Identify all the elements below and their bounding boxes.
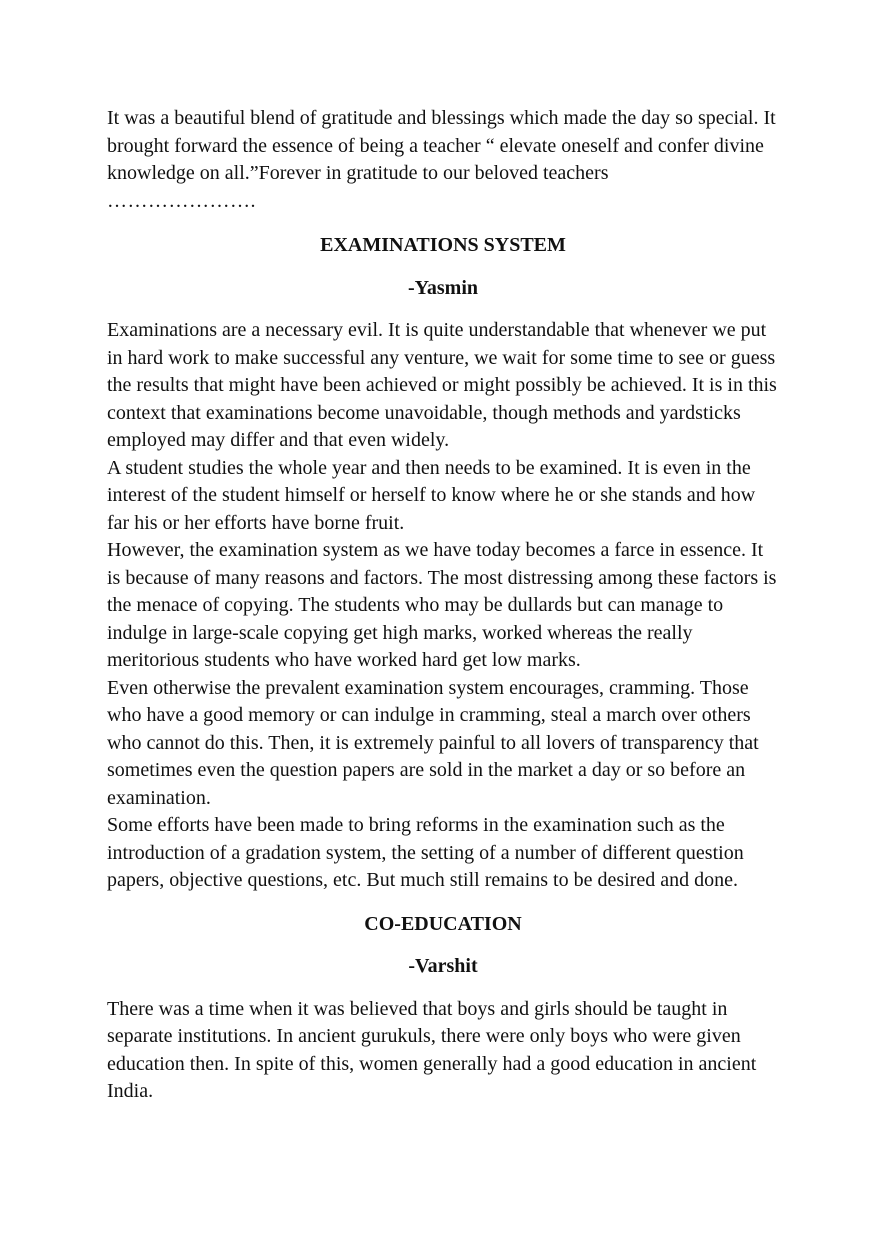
- body-paragraph: Examinations are a necessary evil. It is quite understandable that whenever we put in hard work to make successful any venture, we wait for some time to see or guess the results that might have been achieved or might possibly be achieved. It is in this context that examinations become unavoidable, though methods and yardsticks employed may differ and that even widely.: [107, 319, 777, 451]
- document-page: [107, 105, 779, 1106]
- body-paragraph: However, the examination system as we have today becomes a farce in essence. It is because of many reasons and factors. The most distressing among these factors is the menace of copying. The students who may be dullards but can manage to indulge in large-scale copying get high marks, worked whereas the really meritorious students who have worked hard get low marks.: [107, 539, 777, 671]
- intro-ellipsis: ………………….: [107, 189, 256, 212]
- section-title-co-education: CO-EDUCATION: [364, 912, 522, 935]
- body-paragraph: Even otherwise the prevalent examination system encourages, cramming. Those who have a good memory or can indulge in cramming, steal a march over others who cannot do this. Then, it is extremely painful to all lovers of transparency that sometimes even the question papers are sold in the market a day or so before an examination.: [107, 676, 759, 809]
- section-body-examinations-system: [107, 317, 779, 895]
- body-paragraph: There was a time when it was believed that boys and girls should be taught in separate institutions. In ancient gurukuls, there were only boys who were given education then. In spite of this, women generally had a good education in ancient India.: [107, 997, 757, 1102]
- section-body-co-education: [107, 996, 779, 1106]
- section-author-yasmin: -Yasmin: [407, 276, 478, 299]
- body-paragraph: A student studies the whole year and then needs to be examined. It is even in the interest of the student himself or herself to know where he or she stands and how far his or her efforts have borne fruit.: [107, 456, 756, 534]
- section-author-varshit: -Varshit: [408, 955, 478, 977]
- section-title-examinations-system: EXAMINATIONS SYSTEM: [320, 234, 566, 256]
- body-paragraph: Some efforts have been made to bring reforms in the examination such as the introduction of a gradation system, the setting of a number of different question papers, objective questions, etc. But much still remains to be desired and done.: [107, 814, 744, 891]
- intro-paragraph: It was a beautiful blend of gratitude and blessings which made the day so special. It brought forward the essence of being a teacher “ elevate oneself and confer divine knowledge on all.”Forever in gratitude to our beloved teachers: [107, 107, 776, 184]
